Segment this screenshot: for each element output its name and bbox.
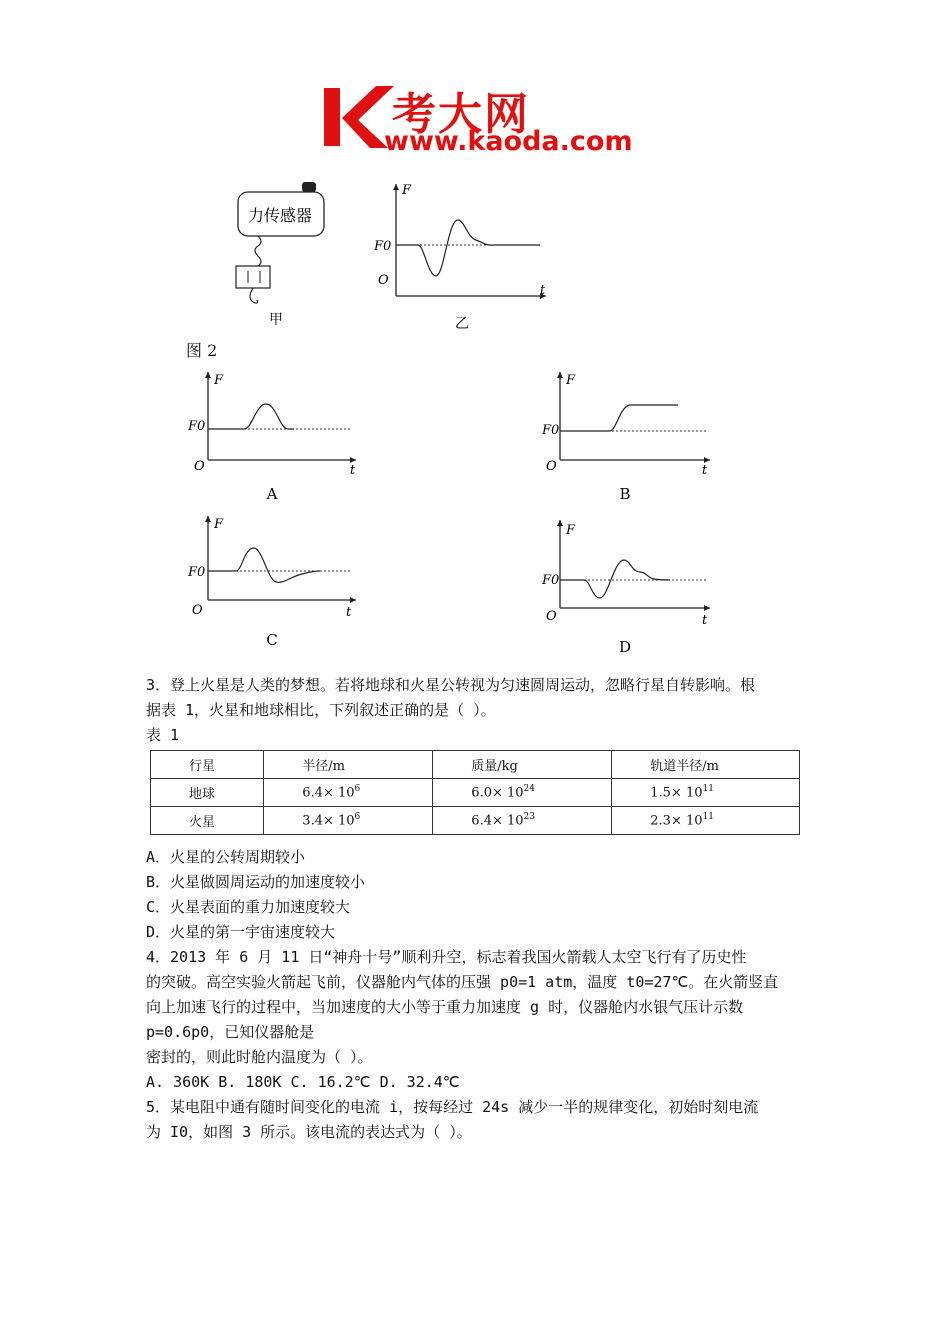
q4-line-1: 4．2013 年 6 月 11 日“神舟十号”顺利升空，标志着我国火箭载人太空飞行有了历史性 [146, 948, 747, 966]
table-cell: 火星 [151, 807, 264, 835]
table-header-cell: 行星 [151, 751, 264, 779]
option-label-b: B [619, 485, 631, 503]
table-cell: $6.4\times 10^{23}$ [433, 807, 612, 835]
option-label-a: A [266, 485, 278, 503]
table-cell: $2.3\times 10^{11}$ [612, 807, 800, 835]
q5-line-1: 5．某电阻中通有随时间变化的电流 i，按每经过 24s 减少一半的规律变化，初始时刻电流 [146, 1098, 759, 1116]
axis-t: t [350, 463, 356, 478]
option-graph-d [540, 516, 720, 656]
axis-f0: F0 [188, 565, 206, 580]
axis-o: O [546, 459, 557, 474]
q3-option-a: A．火星的公转周期较小 [146, 848, 306, 866]
q4-options: A. 360K B. 180K C. 16.2℃ D. 32.4℃ [146, 1073, 460, 1091]
table-cell: $6.0\times 10^{24}$ [433, 779, 612, 807]
q3-option-b: B．火星做圆周运动的加速度较小 [146, 873, 366, 891]
label-jia: 甲 [269, 312, 283, 326]
q3-option-c: C．火星表面的重力加速度较大 [146, 898, 351, 916]
table-header-row [151, 751, 800, 779]
sensor-label: 力传感器 [248, 206, 313, 225]
table-row [151, 779, 800, 807]
q3-line-2: 据表 1，火星和地球相比，下列叙述正确的是（ ）。 [146, 701, 496, 719]
table-cell: $3.4\times 10^6$ [264, 807, 433, 835]
axis-f: F [402, 183, 412, 198]
option-graph-c [184, 512, 364, 652]
q4-line-3: 向上加速飞行的过程中，当加速度的大小等于重力加速度 g 时，仪器舱内水银气压计示数 [146, 998, 744, 1016]
axis-t: t [702, 613, 708, 628]
table-cell: $1.5\times 10^{11}$ [612, 779, 800, 807]
logo-url-text: www.kaoda.com [384, 126, 633, 157]
table-header-cell: 质量/kg [433, 751, 612, 779]
table-cell: 地球 [151, 779, 264, 807]
axis-f: F [566, 373, 576, 388]
axis-f0: F0 [374, 239, 392, 254]
table-row [151, 807, 800, 835]
table-cell: $6.4\times 10^6$ [264, 779, 433, 807]
axis-t: t [346, 605, 352, 620]
table-1-caption: 表 1 [146, 726, 180, 744]
q4-line-4: p=0.6p0，已知仪器舱是 [146, 1023, 315, 1041]
figure-force-graph-yi [368, 180, 558, 330]
axis-t: t [702, 463, 708, 478]
option-label-c: C [266, 631, 278, 649]
option-graph-b [540, 368, 720, 508]
table-header-cell: 轨道半径/m [612, 751, 800, 779]
q4-line-5: 密封的，则此时舱内温度为（ ）。 [146, 1048, 373, 1066]
table-header-cell: 半径/m [264, 751, 433, 779]
figure-2-caption: 图 2 [186, 341, 218, 360]
axis-o: O [546, 609, 557, 624]
label-yi: 乙 [455, 316, 469, 330]
option-graph-a [184, 368, 364, 508]
axis-t: t [540, 283, 546, 298]
axis-f: F [214, 373, 224, 388]
logo-cn-text: 考大网 [392, 89, 530, 140]
figure-sensor-apparatus [220, 176, 340, 326]
q5-line-2: 为 I0，如图 3 所示。该电流的表达式为（ ）。 [146, 1123, 472, 1141]
axis-f0: F0 [542, 423, 560, 438]
axis-o: O [194, 459, 205, 474]
axis-f0: F0 [188, 419, 206, 434]
planet-data-table [150, 750, 800, 835]
axis-f: F [566, 523, 576, 538]
axis-o: O [192, 603, 203, 618]
axis-o: O [378, 273, 389, 288]
kaoda-logo [318, 82, 638, 160]
q3-option-d: D．火星的第一宇宙速度较大 [146, 923, 336, 941]
option-label-d: D [618, 638, 632, 656]
axis-f: F [214, 517, 224, 532]
q3-line-1: 3．登上火星是人类的梦想。若将地球和火星公转视为匀速圆周运动，忽略行星自转影响。根 [146, 676, 756, 694]
q4-line-2: 的突破。高空实验火箭起飞前，仪器舱内气体的压强 p0=1 atm，温度 t0=27℃。在火箭竖直 [146, 973, 779, 991]
axis-f0: F0 [542, 573, 560, 588]
